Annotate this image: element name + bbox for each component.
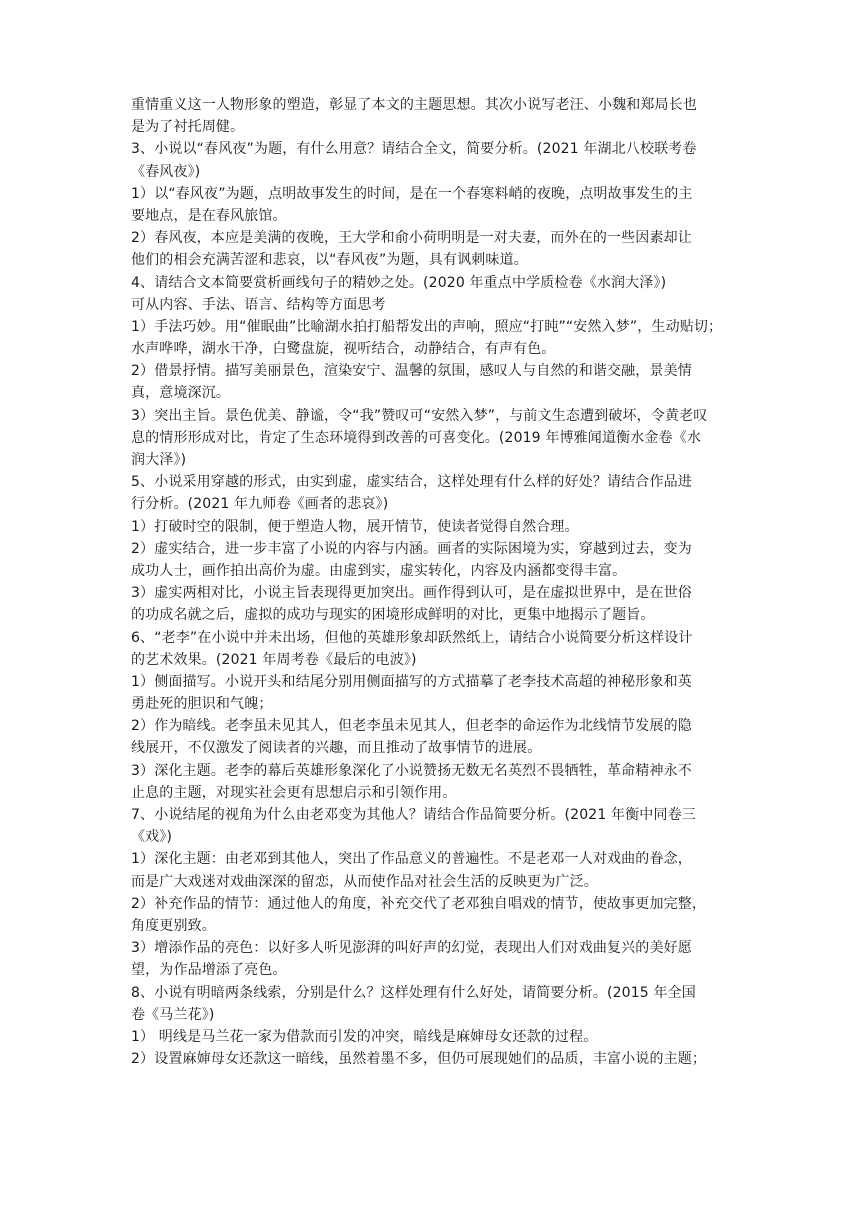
text-line: 3）深化主题。老李的幕后英雄形象深化了小说赞扬无数无名英烈不畏牺牲，革命精神永不 — [131, 762, 692, 779]
text-line: 3）虚实两相对比，小说主旨表现得更加突出。画作得到认可，是在虚拟世界中，是在世俗 — [131, 585, 692, 602]
text-line: 是为了衬托周健。 — [131, 119, 245, 136]
text-line: 水声哗哗，湖水干净，白鹭盘旋，视听结合，动静结合，有声有色。 — [131, 341, 556, 358]
text-line: 的功成名就之后，虚拟的成功与现实的困境形成鲜明的对比，更集中地揭示了题旨。 — [131, 607, 655, 624]
text-line: 行分析。(2021 年九师卷《画者的悲哀》) — [131, 496, 389, 513]
text-line: 可从内容、手法、语言、结构等方面思考 — [131, 296, 386, 313]
text-line: 7、小说结尾的视角为什么由老邓变为其他人？请结合作品简要分析。(2021 年衡中同卷三 — [131, 807, 696, 823]
text-line: 2）春风夜，本应是美满的夜晚，王大学和俞小荷明明是一对夫妻，而外在的一些因素却让 — [131, 230, 692, 247]
text-line: 3、小说以“春风夜”为题，有什么用意？请结合全文，简要分析。(2021 年湖北八校联考卷 — [131, 141, 697, 158]
text-line: 3）突出主旨。景色优美、静谧，令“我”赞叹可“安然入梦”，与前文生态遭到破坏，令黄老叹 — [131, 407, 708, 424]
text-line: 的艺术效果。(2021 年周考卷《最后的电波》) — [131, 651, 417, 668]
text-line: 成功人士，画作拍出高价为虚。由虚到实，虚实转化，内容及内涵都变得丰富。 — [131, 562, 627, 579]
text-line: 2）虚实结合，进一步丰富了小说的内容与内涵。画者的实际困境为实，穿越到过去，变为 — [131, 540, 692, 557]
text-line: 他们的相会充满苦涩和悲哀，以“春风夜”为题，具有讽刺味道。 — [131, 252, 528, 269]
text-line: 8、小说有明暗两条线索，分别是什么？这样处理有什么好处，请简要分析。(2015 年全国 — [131, 984, 696, 1001]
text-line: 角度更别致。 — [131, 917, 216, 934]
text-line: 1）以“春风夜”为题，点明故事发生的时间，是在一个春寒料峭的夜晚，点明故事发生的主 — [131, 185, 693, 202]
text-line: 止息的主题，对现实社会更有思想启示和引领作用。 — [131, 784, 457, 801]
text-line: 5、小说采用穿越的形式，由实到虚，虚实结合，这样处理有什么样的好处？请结合作品进 — [131, 474, 692, 491]
text-line: 1） 明线是马兰花一家为借款而引发的冲突，暗线是麻婶母女还款的过程。 — [131, 1028, 598, 1045]
text-line: 勇赴死的胆识和气魄； — [131, 696, 273, 713]
text-line: 线展开，不仅激发了阅读者的兴趣，而且推动了故事情节的进展。 — [131, 740, 542, 757]
text-line: 望，为作品增添了亮色。 — [131, 962, 287, 979]
text-line: 而是广大戏迷对戏曲深深的留恋，从而使作品对社会生活的反映更为广泛。 — [131, 873, 598, 890]
text-line: 卷《马兰花》) — [131, 1006, 215, 1023]
text-line: 1）打破时空的限制，便于塑造人物，展开情节，使读者觉得自然合理。 — [131, 518, 579, 535]
text-line: 《春风夜》) — [131, 163, 201, 180]
text-line: 重情重义这一人物形象的塑造，彰显了本文的主题思想。其次小说写老汪、小魏和郑局长也 — [131, 97, 697, 113]
text-line: 《戏》) — [131, 829, 173, 846]
text-line: 息的情形形成对比，肯定了生态环境得到改善的可喜变化。(2019 年博雅闻道衡水金卷《水 — [131, 429, 701, 446]
text-line: 要地点，是在春风旅馆。 — [131, 207, 287, 224]
text-line: 6、“老李”在小说中并未出场，但他的英雄形象却跃然纸上，请结合小说简要分析这样设计 — [131, 629, 693, 646]
text-line: 2）借景抒情。描写美丽景色，渲染安宁、温馨的氛围，感叹人与自然的和谐交融，景美情 — [131, 363, 692, 380]
text-line: 1）手法巧妙。用“催眠曲”比喻湖水拍打船帮发出的声响，照应“打盹”“安然入梦”，生动贴切； — [131, 318, 723, 335]
text-line: 2）补充作品的情节：通过他人的角度，补充交代了老邓独自唱戏的情节，使故事更加完整， — [131, 895, 707, 912]
text-line: 真，意境深沉。 — [131, 385, 231, 402]
text-line: 4、请结合文本简要赏析画线句子的精妙之处。(2020 年重点中学质检卷《水润大泽》) — [131, 274, 667, 291]
text-line: 1）深化主题：由老邓到其他人，突出了作品意义的普遍性。不是老邓一人对戏曲的眷念， — [131, 851, 692, 868]
text-line: 1）侧面描写。小说开头和结尾分别用侧面描写的方式描摹了老李技术高超的神秘形象和英 — [131, 673, 692, 690]
text-line: 2）设置麻婶母女还款这一暗线，虽然着墨不多，但仍可展现她们的品质，丰富小说的主题； — [131, 1051, 707, 1068]
text-line: 3）增添作品的亮色：以好多人听见澎湃的叫好声的幻觉，表现出人们对戏曲复兴的美好愿 — [131, 940, 692, 957]
text-line: 2）作为暗线。老李虽未见其人，但老李虽未见其人，但老李的命运作为北线情节发展的隐 — [131, 718, 692, 735]
text-line: 润大泽》) — [131, 452, 187, 468]
